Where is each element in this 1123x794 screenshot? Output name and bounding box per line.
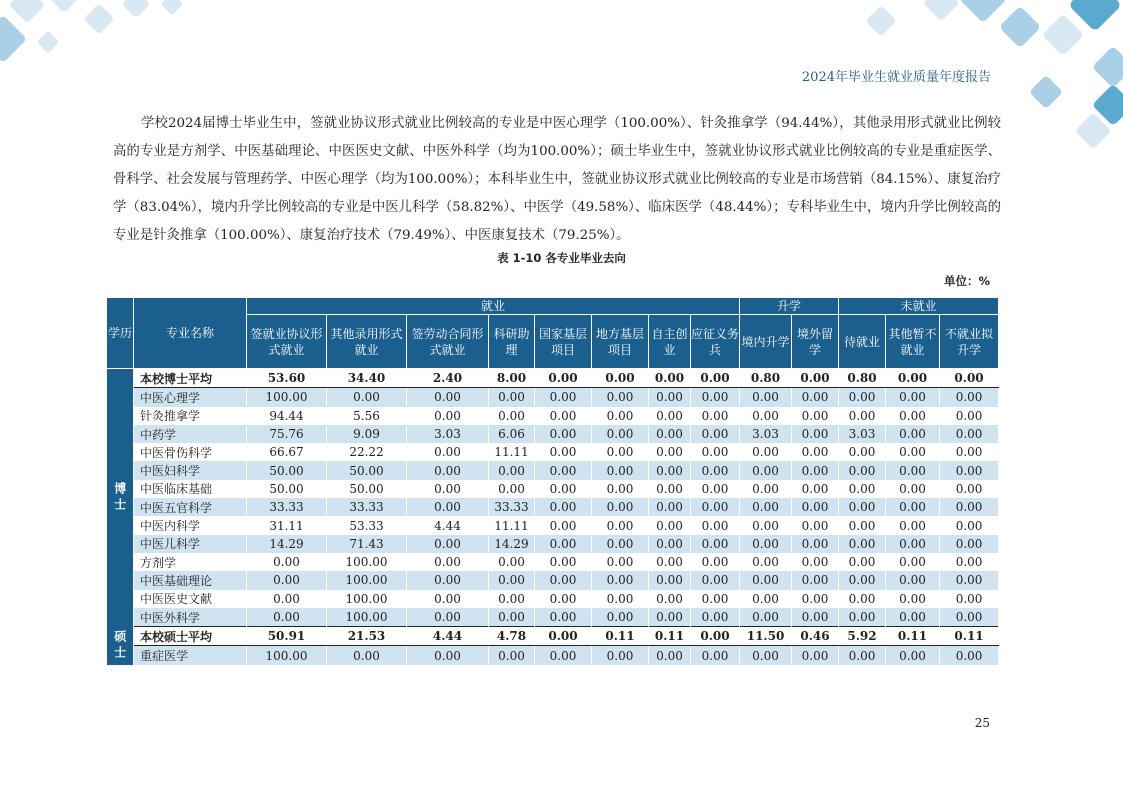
value-cell: 0.00 [649, 407, 691, 425]
value-cell: 0.00 [792, 407, 839, 425]
value-cell: 0.00 [649, 388, 691, 407]
value-cell: 0.00 [535, 388, 592, 407]
value-cell: 0.00 [592, 425, 649, 443]
value-cell: 0.00 [592, 608, 649, 627]
value-cell: 50.00 [247, 480, 327, 498]
value-cell: 0.00 [489, 608, 535, 627]
value-cell: 0.00 [691, 627, 740, 646]
value-cell: 0.00 [407, 461, 489, 479]
value-cell: 0.00 [740, 535, 792, 553]
value-cell: 0.00 [886, 498, 940, 516]
value-cell: 0.00 [592, 369, 649, 388]
page-number: 25 [974, 716, 990, 730]
value-cell: 0.00 [407, 590, 489, 608]
value-cell: 0.00 [247, 590, 327, 608]
value-cell: 0.00 [792, 388, 839, 407]
value-cell: 0.00 [792, 461, 839, 479]
header-col: 境内升学 [740, 315, 792, 369]
value-cell: 0.00 [535, 535, 592, 553]
value-cell: 0.00 [489, 571, 535, 589]
value-cell: 21.53 [327, 627, 407, 646]
value-cell: 0.00 [535, 498, 592, 516]
value-cell: 4.78 [489, 627, 535, 646]
value-cell: 0.00 [839, 535, 886, 553]
value-cell: 0.00 [792, 535, 839, 553]
value-cell: 0.00 [839, 646, 886, 665]
value-cell: 71.43 [327, 535, 407, 553]
value-cell: 0.00 [886, 425, 940, 443]
header-group-further: 升学 [740, 298, 839, 315]
value-cell: 0.00 [691, 388, 740, 407]
value-cell: 0.00 [535, 443, 592, 461]
table-row [107, 461, 999, 479]
value-cell: 0.00 [535, 369, 592, 388]
value-cell: 0.00 [649, 369, 691, 388]
value-cell: 0.00 [649, 516, 691, 534]
value-cell: 0.00 [839, 443, 886, 461]
value-cell: 0.00 [649, 535, 691, 553]
header-col: 科研助理 [489, 315, 535, 369]
value-cell: 0.00 [940, 553, 999, 571]
value-cell: 2.40 [407, 369, 489, 388]
value-cell: 0.00 [839, 498, 886, 516]
value-cell: 0.00 [792, 498, 839, 516]
value-cell: 100.00 [327, 553, 407, 571]
value-cell: 0.00 [649, 608, 691, 627]
value-cell: 66.67 [247, 443, 327, 461]
value-cell: 0.00 [839, 388, 886, 407]
header-col: 其他录用形式就业 [327, 315, 407, 369]
value-cell: 0.00 [886, 369, 940, 388]
value-cell: 0.00 [740, 608, 792, 627]
value-cell: 0.00 [535, 553, 592, 571]
value-cell: 0.00 [489, 480, 535, 498]
header-edu: 学历 [107, 298, 134, 369]
value-cell: 0.00 [792, 516, 839, 534]
value-cell: 33.33 [247, 498, 327, 516]
value-cell: 0.00 [886, 443, 940, 461]
value-cell: 0.00 [886, 571, 940, 589]
value-cell: 0.00 [407, 498, 489, 516]
value-cell: 0.00 [792, 590, 839, 608]
value-cell: 0.00 [792, 646, 839, 665]
value-cell: 0.00 [940, 646, 999, 665]
value-cell: 0.00 [740, 571, 792, 589]
header-col: 其他暂不就业 [886, 315, 940, 369]
value-cell: 0.00 [886, 516, 940, 534]
value-cell: 0.00 [691, 369, 740, 388]
major-name: 本校博士平均 [134, 369, 247, 388]
value-cell: 33.33 [327, 498, 407, 516]
value-cell: 0.00 [691, 590, 740, 608]
value-cell: 0.00 [839, 571, 886, 589]
value-cell: 0.00 [792, 608, 839, 627]
value-cell: 0.00 [691, 498, 740, 516]
value-cell: 6.06 [489, 425, 535, 443]
value-cell: 3.03 [407, 425, 489, 443]
value-cell: 0.00 [940, 480, 999, 498]
major-name: 中医基础理论 [134, 571, 247, 589]
value-cell: 50.00 [247, 461, 327, 479]
value-cell: 0.00 [940, 571, 999, 589]
table-row [107, 388, 999, 407]
value-cell: 0.00 [535, 407, 592, 425]
value-cell: 0.00 [407, 535, 489, 553]
value-cell: 0.00 [792, 443, 839, 461]
value-cell: 0.00 [407, 480, 489, 498]
table-row-average [107, 627, 999, 646]
value-cell: 5.56 [327, 407, 407, 425]
value-cell: 100.00 [327, 571, 407, 589]
value-cell: 4.44 [407, 627, 489, 646]
header-group-employed: 就业 [247, 298, 740, 315]
value-cell: 0.00 [592, 388, 649, 407]
value-cell: 0.00 [691, 425, 740, 443]
value-cell: 100.00 [247, 388, 327, 407]
value-cell: 0.00 [886, 480, 940, 498]
value-cell: 0.11 [592, 627, 649, 646]
value-cell: 0.00 [649, 461, 691, 479]
value-cell: 53.33 [327, 516, 407, 534]
major-name: 重症医学 [134, 646, 247, 665]
value-cell: 31.11 [247, 516, 327, 534]
header-col: 国家基层项目 [535, 315, 592, 369]
value-cell: 9.09 [327, 425, 407, 443]
major-name: 中医骨伤科学 [134, 443, 247, 461]
value-cell: 0.00 [839, 516, 886, 534]
value-cell: 0.00 [592, 535, 649, 553]
value-cell: 0.00 [940, 425, 999, 443]
value-cell: 0.00 [691, 516, 740, 534]
header-col: 签劳动合同形式就业 [407, 315, 489, 369]
value-cell: 0.00 [740, 443, 792, 461]
value-cell: 0.00 [592, 553, 649, 571]
value-cell: 0.00 [649, 571, 691, 589]
value-cell: 0.00 [940, 369, 999, 388]
value-cell: 53.60 [247, 369, 327, 388]
value-cell: 22.22 [327, 443, 407, 461]
header-col: 不就业拟升学 [940, 315, 999, 369]
major-name: 中药学 [134, 425, 247, 443]
value-cell: 100.00 [327, 608, 407, 627]
value-cell: 0.00 [649, 480, 691, 498]
value-cell: 3.03 [839, 425, 886, 443]
value-cell: 0.00 [592, 498, 649, 516]
major-name: 本校硕士平均 [134, 627, 247, 646]
value-cell: 50.91 [247, 627, 327, 646]
value-cell: 5.92 [839, 627, 886, 646]
value-cell: 0.00 [649, 646, 691, 665]
value-cell: 11.50 [740, 627, 792, 646]
value-cell: 0.00 [489, 388, 535, 407]
value-cell: 0.46 [792, 627, 839, 646]
running-header: 2024年毕业生就业质量年度报告 [801, 70, 991, 85]
value-cell: 0.00 [327, 388, 407, 407]
value-cell: 0.00 [691, 535, 740, 553]
value-cell: 0.00 [649, 498, 691, 516]
major-name: 中医五官科学 [134, 498, 247, 516]
value-cell: 0.00 [792, 480, 839, 498]
value-cell: 0.00 [407, 553, 489, 571]
value-cell: 0.00 [247, 571, 327, 589]
value-cell: 0.00 [740, 480, 792, 498]
value-cell: 0.00 [940, 608, 999, 627]
value-cell: 0.00 [649, 425, 691, 443]
table-row [107, 407, 999, 425]
table-row [107, 480, 999, 498]
value-cell: 3.03 [740, 425, 792, 443]
value-cell: 0.00 [649, 590, 691, 608]
table-row [107, 498, 999, 516]
value-cell: 0.00 [740, 388, 792, 407]
value-cell: 75.76 [247, 425, 327, 443]
header-col: 待就业 [839, 315, 886, 369]
value-cell: 0.00 [792, 369, 839, 388]
header-group-unemployed: 未就业 [839, 298, 999, 315]
table-row [107, 571, 999, 589]
value-cell: 0.00 [649, 443, 691, 461]
value-cell: 0.00 [247, 608, 327, 627]
value-cell: 0.00 [247, 553, 327, 571]
value-cell: 0.00 [407, 443, 489, 461]
table-row [107, 646, 999, 665]
value-cell: 0.00 [886, 407, 940, 425]
value-cell: 0.00 [792, 425, 839, 443]
value-cell: 0.00 [592, 646, 649, 665]
value-cell: 100.00 [247, 646, 327, 665]
value-cell: 0.00 [592, 590, 649, 608]
value-cell: 0.00 [535, 608, 592, 627]
value-cell: 0.00 [740, 516, 792, 534]
value-cell: 0.00 [940, 516, 999, 534]
value-cell: 0.00 [691, 608, 740, 627]
value-cell: 50.00 [327, 461, 407, 479]
value-cell: 0.00 [489, 590, 535, 608]
major-name: 针灸推拿学 [134, 407, 247, 425]
major-name: 中医心理学 [134, 388, 247, 407]
value-cell: 0.00 [535, 571, 592, 589]
value-cell: 0.00 [592, 516, 649, 534]
edu-level-cell: 硕士 [107, 627, 134, 665]
table-row [107, 553, 999, 571]
table-header [107, 298, 999, 369]
header-col: 自主创业 [649, 315, 691, 369]
value-cell: 0.00 [691, 461, 740, 479]
value-cell: 0.00 [792, 571, 839, 589]
value-cell: 0.00 [649, 553, 691, 571]
value-cell: 0.00 [327, 646, 407, 665]
header-col: 签就业协议形式就业 [247, 315, 327, 369]
table-row [107, 535, 999, 553]
value-cell: 8.00 [489, 369, 535, 388]
major-name: 中医妇科学 [134, 461, 247, 479]
value-cell: 0.00 [407, 407, 489, 425]
value-cell: 0.00 [839, 407, 886, 425]
value-cell: 0.00 [886, 608, 940, 627]
value-cell: 0.00 [691, 480, 740, 498]
value-cell: 14.29 [247, 535, 327, 553]
value-cell: 50.00 [327, 480, 407, 498]
value-cell: 0.00 [535, 627, 592, 646]
major-name: 中医儿科学 [134, 535, 247, 553]
value-cell: 0.00 [940, 461, 999, 479]
value-cell: 0.80 [740, 369, 792, 388]
major-name: 方剂学 [134, 553, 247, 571]
value-cell: 0.00 [940, 407, 999, 425]
value-cell: 0.00 [691, 646, 740, 665]
value-cell: 0.11 [886, 627, 940, 646]
value-cell: 0.00 [535, 516, 592, 534]
value-cell: 0.00 [839, 480, 886, 498]
value-cell: 0.00 [839, 608, 886, 627]
value-cell: 0.00 [489, 461, 535, 479]
table-row [107, 425, 999, 443]
value-cell: 0.00 [839, 553, 886, 571]
major-name: 中医医史文献 [134, 590, 247, 608]
value-cell: 0.00 [535, 461, 592, 479]
value-cell: 0.00 [691, 407, 740, 425]
value-cell: 0.00 [886, 590, 940, 608]
table-row [107, 443, 999, 461]
table-row-average [107, 369, 999, 388]
value-cell: 0.00 [839, 590, 886, 608]
value-cell: 0.00 [535, 425, 592, 443]
value-cell: 0.00 [592, 407, 649, 425]
value-cell: 0.00 [886, 461, 940, 479]
value-cell: 0.00 [592, 461, 649, 479]
value-cell: 0.00 [886, 388, 940, 407]
table-body [107, 369, 999, 665]
destination-table [106, 297, 999, 665]
value-cell: 33.33 [489, 498, 535, 516]
value-cell: 0.00 [886, 553, 940, 571]
value-cell: 0.11 [649, 627, 691, 646]
major-name: 中医临床基础 [134, 480, 247, 498]
value-cell: 0.00 [407, 608, 489, 627]
table-row [107, 590, 999, 608]
value-cell: 0.80 [839, 369, 886, 388]
table-unit: 单位：% [943, 274, 990, 288]
header-major: 专业名称 [134, 298, 247, 369]
value-cell: 0.00 [740, 407, 792, 425]
edu-level-cell: 博士 [107, 369, 134, 627]
value-cell: 0.00 [535, 590, 592, 608]
value-cell: 0.00 [839, 461, 886, 479]
value-cell: 0.00 [740, 498, 792, 516]
table-caption: 表 1-10 各专业毕业去向 [497, 251, 626, 265]
value-cell: 0.00 [535, 480, 592, 498]
value-cell: 0.00 [792, 553, 839, 571]
value-cell: 0.00 [940, 388, 999, 407]
value-cell: 0.00 [740, 590, 792, 608]
value-cell: 0.00 [407, 388, 489, 407]
value-cell: 11.11 [489, 516, 535, 534]
table-row [107, 608, 999, 627]
value-cell: 0.00 [886, 535, 940, 553]
value-cell: 0.00 [691, 553, 740, 571]
value-cell: 0.00 [691, 571, 740, 589]
value-cell: 0.11 [940, 627, 999, 646]
major-name: 中医外科学 [134, 608, 247, 627]
value-cell: 0.00 [740, 461, 792, 479]
value-cell: 0.00 [407, 646, 489, 665]
body-paragraph: 学校2024届博士毕业生中，签就业协议形式就业比例较高的专业是中医心理学（100.00%）、针灸推拿学（94.44%），其他录用形式就业比例较高的专业是方剂学、中医基础理论、中医医史文献、中医外科学（均为100.00%）；硕士毕业生中，签就业协议形式就业比例较高的专业是重症医学、骨科学、社会发展与管理药学、中医心理学（均为100.00%）；本科毕业生中，签就业协议形式就业比例较高的专业是市场营销（84.15%）、康复治疗学（83.04%），境内升学比例较高的专业是中医儿科学（58.82%）、中医学（49.58%）、临床医学（48.44%）；专科毕业生中，境内升学比例较高的专业是针灸推拿（100.00%）、康复治疗技术（79.49%）、中医康复技术（79.25%）。 [113, 116, 1001, 243]
value-cell: 11.11 [489, 443, 535, 461]
value-cell: 0.00 [592, 571, 649, 589]
value-cell: 0.00 [940, 590, 999, 608]
table-row [107, 516, 999, 534]
major-name: 中医内科学 [134, 516, 247, 534]
value-cell: 0.00 [489, 407, 535, 425]
value-cell: 0.00 [535, 646, 592, 665]
header-col: 应征义务兵 [691, 315, 740, 369]
value-cell: 0.00 [940, 535, 999, 553]
header-col: 地方基层项目 [592, 315, 649, 369]
value-cell: 0.00 [592, 443, 649, 461]
value-cell: 0.00 [940, 498, 999, 516]
header-col: 境外留学 [792, 315, 839, 369]
value-cell: 100.00 [327, 590, 407, 608]
value-cell: 0.00 [407, 571, 489, 589]
value-cell: 0.00 [489, 553, 535, 571]
value-cell: 34.40 [327, 369, 407, 388]
value-cell: 4.44 [407, 516, 489, 534]
value-cell: 0.00 [592, 480, 649, 498]
value-cell: 94.44 [247, 407, 327, 425]
value-cell: 0.00 [740, 646, 792, 665]
value-cell: 0.00 [489, 646, 535, 665]
value-cell: 0.00 [940, 443, 999, 461]
value-cell: 0.00 [740, 553, 792, 571]
value-cell: 14.29 [489, 535, 535, 553]
value-cell: 0.00 [886, 646, 940, 665]
value-cell: 0.00 [691, 443, 740, 461]
